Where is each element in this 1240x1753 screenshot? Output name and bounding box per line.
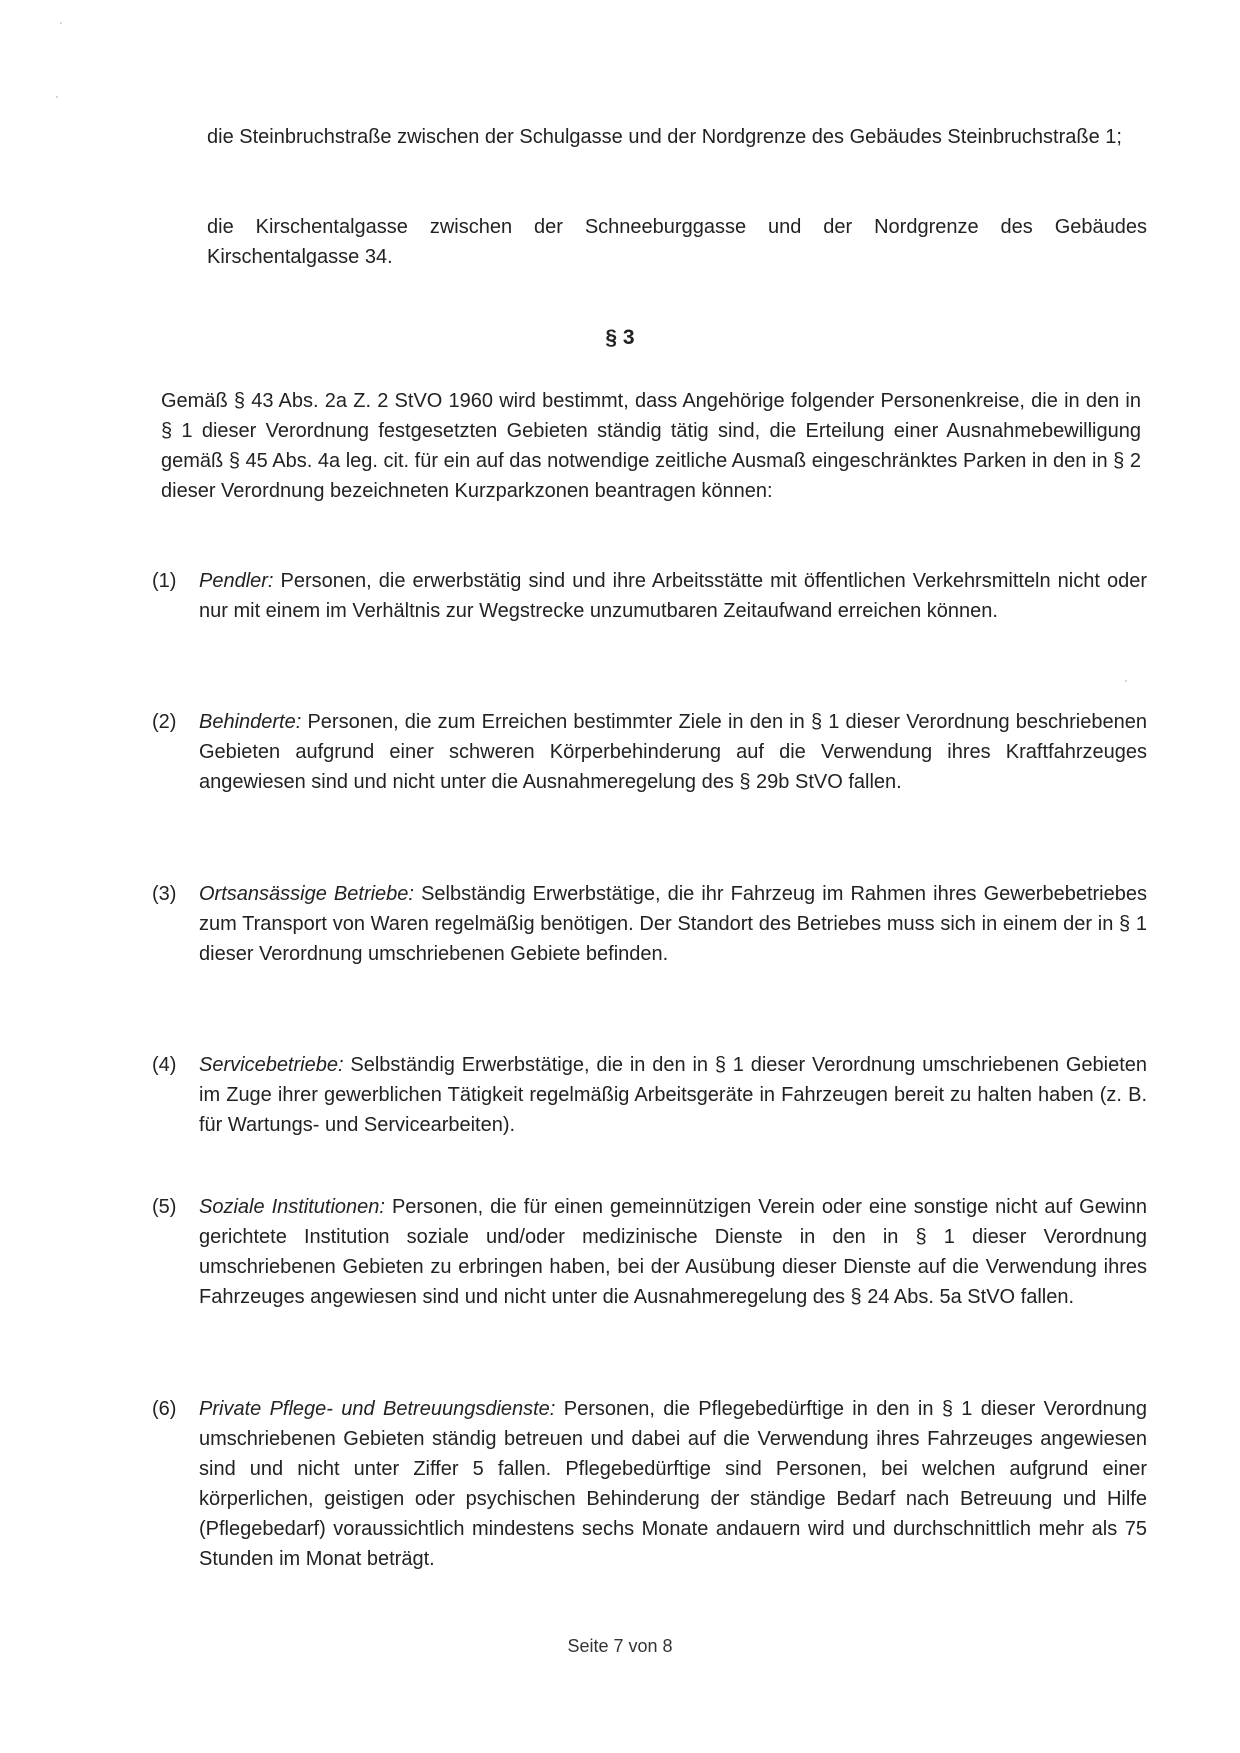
list-item-text: Selbständig Erwerbstätige, die in den in § 1 dieser Verordnung umschriebenen Gebieten im Zuge ihrer gewerblichen Tätigkeit regelmäßig Arbeitsgeräte in Fahrzeugen bereit zu halten haben (z. B. für Wartungs- und Servicearbeiten).	[199, 1054, 1147, 1136]
list-item-text: Personen, die zum Erreichen bestimmter Ziele in den in § 1 dieser Verordnung beschriebenen Gebieten aufgrund einer schweren Körperbehinderung auf die Verwendung ihres Kraftfahrzeuges angewiesen sind und nicht unter die Ausnahmeregelung des § 29b StVO fallen.	[199, 711, 1147, 793]
list-item	[152, 1192, 1147, 1312]
list-item-number: (2)	[152, 711, 177, 733]
list-item-body	[199, 707, 1147, 797]
list-item-number: (5)	[152, 1196, 177, 1218]
list-item-term: Behinderte:	[199, 711, 302, 733]
list-item	[152, 707, 1147, 797]
list-item	[152, 566, 1147, 626]
scan-speck	[60, 22, 62, 24]
list-item	[152, 1050, 1147, 1140]
list-item-term: Ortsansässige Betriebe:	[199, 883, 414, 905]
paragraph-steinbruchstrasse: die Steinbruchstraße zwischen der Schulgasse und der Nordgrenze des Gebäudes Steinbruchstraße 1;	[207, 126, 1122, 148]
list-item-body	[199, 1192, 1147, 1312]
list-item-number: (4)	[152, 1054, 177, 1076]
list-item	[152, 1394, 1147, 1574]
section-heading: § 3	[605, 326, 635, 349]
list-item-body	[199, 879, 1147, 969]
list-item-body	[199, 1050, 1147, 1140]
paragraph-kirschentalgasse: die Kirschentalgasse zwischen der Schneeburggasse und der Nordgrenze des Gebäudes Kirschentalgasse 34.	[207, 216, 1147, 268]
list-item-text: Personen, die für einen gemeinnützigen Verein oder eine sonstige nicht auf Gewinn gerichtete Institution soziale und/oder medizinische Dienste in den in § 1 dieser Verordnung umschriebenen Gebieten zu erbringen haben, bei der Ausübung dieser Dienste auf die Verwendung ihres Fahrzeuges angewiesen sind und nicht unter die Ausnahmeregelung des § 24 Abs. 5a StVO fallen.	[199, 1196, 1147, 1308]
list-item-body	[199, 566, 1147, 626]
list-item-term: Pendler:	[199, 570, 274, 592]
scan-speck	[1125, 680, 1127, 682]
scan-speck	[56, 96, 58, 98]
list-item-number: (1)	[152, 570, 177, 592]
list-item-number: (6)	[152, 1398, 177, 1420]
list-item-number: (3)	[152, 883, 177, 905]
list-item-text: Personen, die Pflegebedürftige in den in § 1 dieser Verordnung umschriebenen Gebieten ständig betreuen und dabei auf die Verwendung ihres Fahrzeuges angewiesen sind und nicht unter Ziffer 5 fallen. Pflegebedürftige sind Personen, bei welchen aufgrund einer körperlichen, geistigen oder psychischen Behinderung der ständige Bedarf nach Betreuung und Hilfe (Pflegebedarf) voraussichtlich mindestens sechs Monate andauern wird und durchschnittlich mehr als 75 Stunden im Monat beträgt.	[199, 1398, 1148, 1570]
list-item-body	[199, 1394, 1147, 1574]
list-item-text: Personen, die erwerbstätig sind und ihre Arbeitsstätte mit öffentlichen Verkehrsmitteln nicht oder nur mit einem im Verhältnis zur Wegstrecke unzumutbaren Zeitaufwand erreichen können.	[199, 570, 1147, 622]
list-item-term: Servicebetriebe:	[199, 1054, 344, 1076]
list-item-term: Soziale Institutionen:	[199, 1196, 385, 1218]
paragraph-intro: Gemäß § 43 Abs. 2a Z. 2 StVO 1960 wird bestimmt, dass Angehörige folgender Personenkreise, die in den in § 1 dieser Verordnung festgesetzten Gebieten ständig tätig sind, die Erteilung einer Ausnahmebewilligung gemäß § 45 Abs. 4a leg. cit. für ein auf das notwendige zeitliche Ausmaß eingeschränktes Parken in den in § 2 dieser Verordnung bezeichneten Kurzparkzonen beantragen können:	[161, 390, 1141, 502]
list-item	[152, 879, 1147, 969]
page-number-footer: Seite 7 von 8	[567, 1636, 673, 1656]
list-item-term: Private Pflege- und Betreuungsdienste:	[199, 1398, 556, 1420]
list-item-text: Selbständig Erwerbstätige, die ihr Fahrzeug im Rahmen ihres Gewerbebetriebes zum Transport von Waren regelmäßig benötigen. Der Standort des Betriebes muss sich in einem der in § 1 dieser Verordnung umschriebenen Gebiete befinden.	[199, 883, 1147, 965]
